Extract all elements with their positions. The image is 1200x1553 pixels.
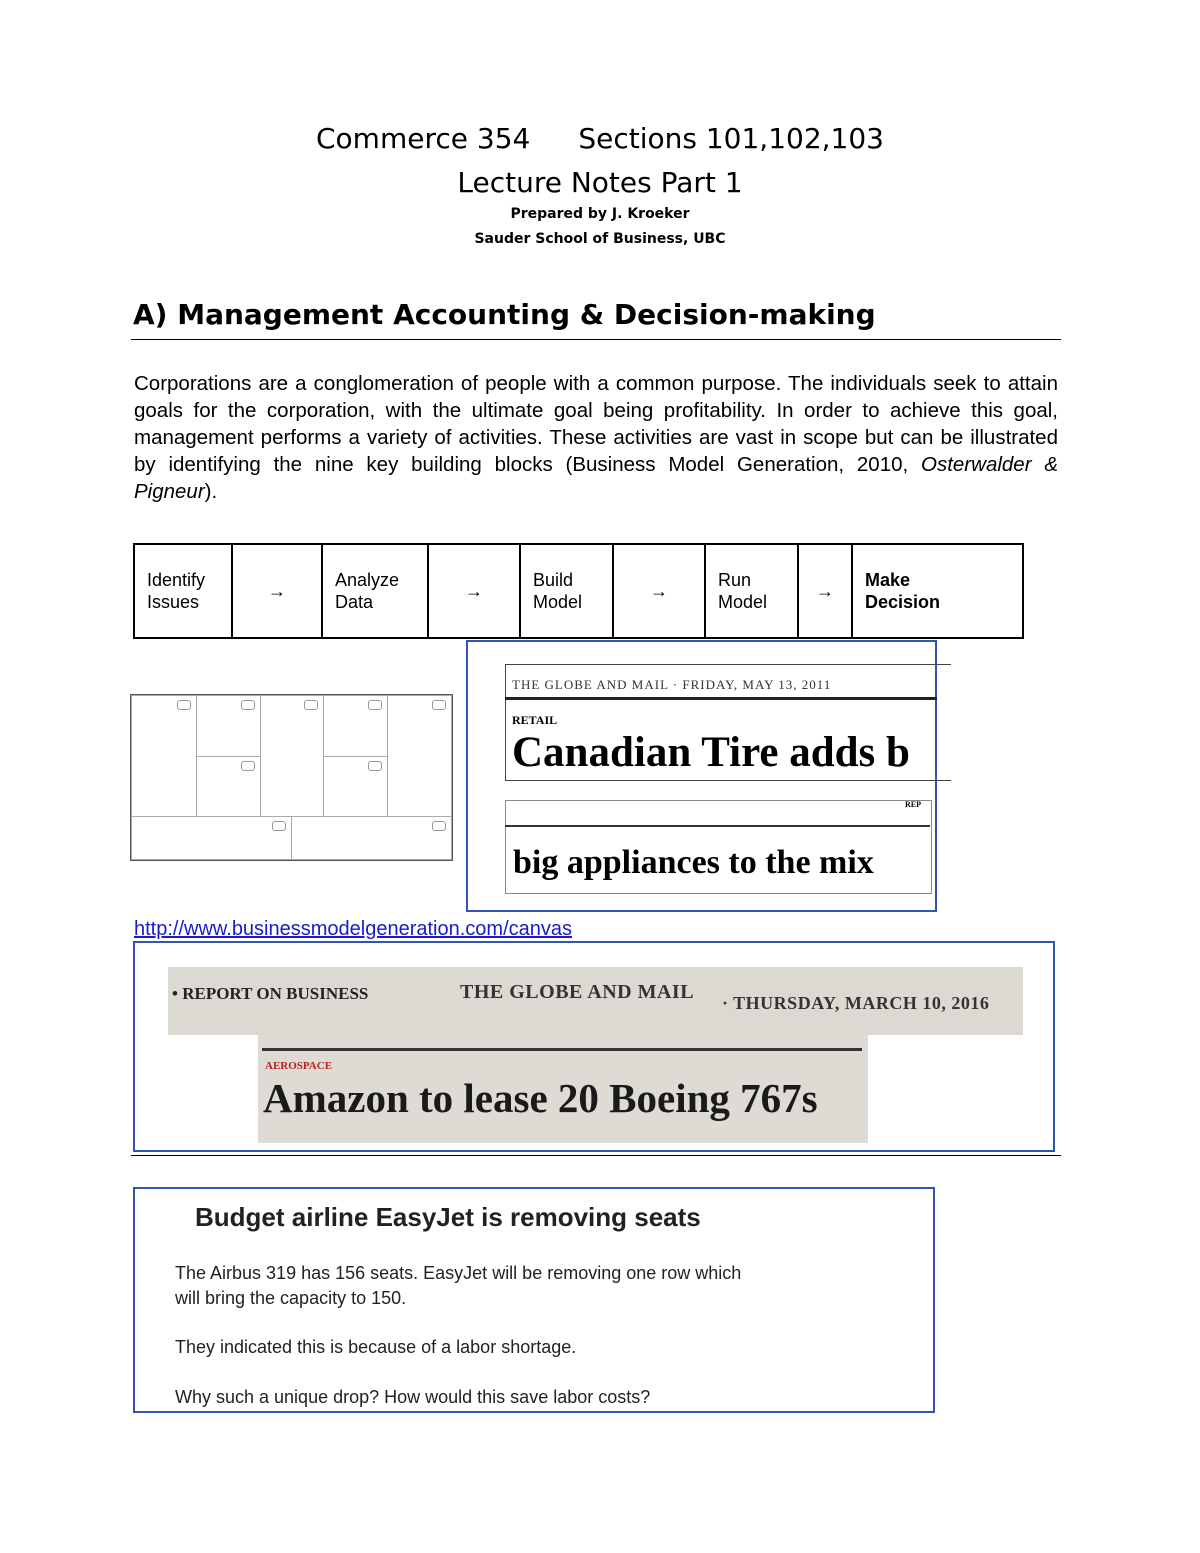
canvas-cell: [387, 695, 452, 817]
intro-authors: Osterwalder & Pigneur: [134, 453, 1059, 503]
canvas-cell: [323, 695, 388, 757]
prepared-by: Prepared by J. Kroeker: [510, 206, 690, 222]
easyjet-line: They indicated this is because of a labor shortage.: [175, 1337, 577, 1357]
amazon-section-label: AEROSPACE: [265, 1060, 333, 1072]
clipping-rule: [262, 1048, 862, 1051]
heading-divider: [131, 339, 1061, 340]
flow-arrow-icon: →: [232, 544, 322, 638]
canvas-cell: [196, 695, 261, 757]
report-on-business-label: • REPORT ON BUSINESS: [172, 984, 369, 1003]
flow-arrow-icon: →: [428, 544, 520, 638]
canvas-cell: [196, 756, 261, 817]
amazon-date: · THURSDAY, MARCH 10, 2016: [722, 993, 990, 1013]
flow-step-run: Run Model: [705, 544, 798, 638]
business-model-canvas-image: [130, 694, 453, 861]
flow-arrow-icon: →: [613, 544, 705, 638]
clipping-rule: [505, 825, 930, 827]
globe-section-label: RETAIL: [512, 713, 558, 727]
canvas-cell: [291, 816, 452, 860]
globe-ref-label: REP: [905, 800, 921, 809]
masthead-rule: [505, 697, 937, 700]
canvas-cell: [131, 816, 292, 860]
canvas-cell: [131, 695, 197, 817]
easyjet-line: will bring the capacity to 150.: [175, 1288, 407, 1308]
canvas-cell: [323, 756, 388, 817]
easyjet-question: Why such a unique drop? How would this save labor costs?: [175, 1387, 651, 1407]
section-heading: A) Management Accounting & Decision-making: [133, 298, 876, 331]
school-name: Sauder School of Business, UBC: [474, 231, 726, 247]
flow-step-make-decision: Make Decision: [852, 544, 1023, 638]
intro-paragraph: [134, 370, 1058, 505]
course-title: [0, 122, 1200, 155]
intro-text: Corporations are a conglomeration of people with a common purpose. The individuals seek to attain goals for the corporation, with the ultimate goal being profitability. In order to achieve this goal, management performs a variety of activities. These activities are vast in scope but can be illustrated by identifying the nine key building blocks (Business Model Generation, 2010,: [134, 372, 1058, 476]
canvas-cell: [260, 695, 324, 817]
easyjet-line: The Airbus 319 has 156 seats. EasyJet will be removing one row which: [175, 1263, 742, 1283]
canvas-link[interactable]: http://www.businessmodelgeneration.com/canvas: [134, 918, 573, 940]
page-divider: [131, 1155, 1061, 1156]
globe-headline: Canadian Tire adds b: [512, 729, 910, 776]
course-code: Commerce 354: [316, 122, 531, 155]
flow-step-build: Build Model: [520, 544, 613, 638]
easyjet-title: Budget airline EasyJet is removing seats: [195, 1202, 701, 1232]
amazon-headline: Amazon to lease 20 Boeing 767s: [263, 1075, 818, 1121]
globe-headline-2: big appliances to the mix: [513, 844, 874, 881]
intro-end: ).: [204, 480, 218, 503]
lecture-subtitle: Lecture Notes Part 1: [457, 166, 743, 199]
flow-arrow-icon: →: [798, 544, 852, 638]
course-sections: Sections 101,102,103: [578, 122, 884, 155]
decision-process-table: [133, 543, 1024, 639]
flow-step-identify: Identify Issues: [134, 544, 232, 638]
globe-masthead: THE GLOBE AND MAIL · FRIDAY, MAY 13, 2011: [512, 677, 832, 692]
flow-step-analyze: Analyze Data: [322, 544, 428, 638]
amazon-masthead: THE GLOBE AND MAIL: [460, 981, 695, 1003]
